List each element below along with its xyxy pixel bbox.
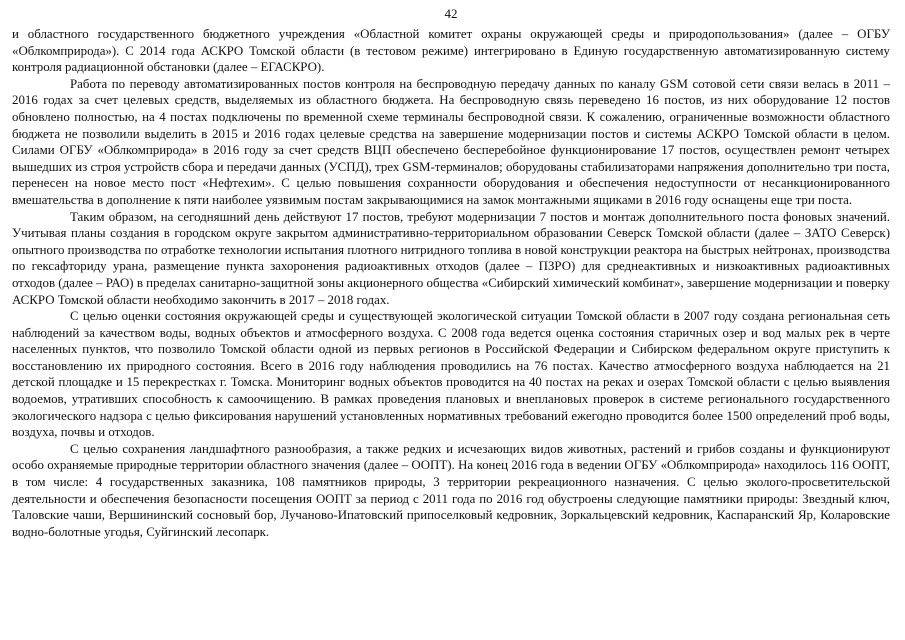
paragraph-protected-areas: С целью сохранения ландшафтного разнообразия, а также редких и исчезающих видов животных, растений и грибов созданы и функционируют особо охраняемые природные территории областного значения (далее – ООПТ). На конец 2016 года в ведении ОГБУ «Облкомприрода» находилось 116 ООПТ, в том числе: 4 государственных заказника, 108 памятников природы, 3 территории рекреационного назначения. С целью эколого-просветительской деятельности и обеспечения безопасности посещения ООПТ за период с 2011 года по 2016 год обустроены следующие памятники природы: Звездный ключ, Таловские чаши, Вершининский сосновый бор, Лучаново-Ипатовский припоселковый кедровник, Зоркальцевский кедровник, Каспаранский Яр, Коларовские водно-болотные угодья, Суйгинский лесопарк. bbox=[12, 441, 890, 539]
document-page bbox=[12, 0, 890, 640]
paragraph-askro-gsm-transfer: Работа по переводу автоматизированных постов контроля на беспроводную передачу данных по каналу GSM сотовой сети связи велась в 2011 – 2016 годах за счет целевых средств, выделяемых из областного бюджета. На беспроводную связь переведено 16 постов, из них оборудование 12 постов обновлено полностью, на 4 постах подключены по временной схеме терминалы беспроводной связи. К сожалению, ограниченные возможности областного бюджета не позволили выделить в 2015 и 2016 годах целевые средства на завершение модернизации постов и системы АСКРО Томской области в целом. Силами ОГБУ «Облкомприрода» в 2016 году за счет средств ВЦП обеспечено бесперебойное функционирование 17 постов, осуществлен ремонт четырех вышедших из строя устройств сбора и передачи данных (УСПД), трех GSM-терминалов; оборудованы стабилизаторами напряжения дополнительно три поста, перенесен на новое место пост «Нефтехим». С целью повышения сохранности оборудования и обеспечения недоступности от несанкционированного вмешательства в дополнение к пяти наиболее уязвимым постам закрывающимися на замок монтажными ящиками в 2016 году оснащены еще три поста. bbox=[12, 76, 890, 207]
paragraph-regional-monitoring-network: С целью оценки состояния окружающей среды и существующей экологической ситуации Томской области в 2007 году создана региональная сеть наблюдений за качеством воды, водных объектов и атмосферного воздуха. С 2008 года ведется оценка состояния старичных озер и вод малых рек в черте населенных пунктов, что позволило Томской области одной из первых регионов в Российской Федерации и Сибирском федеральном округе приступить к восстановлению их природного состояния. Всего в 2016 году наблюдения проводились на 76 постах. Качество атмосферного воздуха наблюдается на 21 детской площадке и 15 перекрестках г. Томска. Мониторинг водных объектов проводится на 40 постах на реках и озерах Томской области с целью выявления водоемов, утративших способность к самоочищению. В рамках проведения плановых и внеплановых проверок в системе регионального государственного экологического надзора с целью фиксирования нарушений установленных нормативных требований ежегодно проводится более 1500 определений проб воды, воздуха, почвы и отходов. bbox=[12, 309, 890, 440]
document-body bbox=[12, 26, 890, 540]
paragraph-continuation: и областного государственного бюджетного учреждения «Областной комитет охраны окружающей среды и природопользования» (далее – ОГБУ «Облкомприрода»). С 2014 года АСКРО Томской области (в тестовом режиме) интегрировано в Единую государственную автоматизированную систему контроля радиационной обстановки (далее – ЕГАСКРО). bbox=[12, 27, 890, 75]
page-number: 42 bbox=[444, 6, 458, 21]
paragraph-posts-modernization: Таким образом, на сегодняшний день действуют 17 постов, требуют модернизации 7 постов и монтаж дополнительного поста фоновых значений. Учитывая планы создания в городском округе закрытом административно-территориальном образовании Северск Томской области (далее – ЗАТО Северск) опытного производства по отработке технологии испытания плотного нитридного топлива в новой конструкции реактора на быстрых нейтронах, производства по гексафториду урана, размещение пункта захоронения радиоактивных отходов (далее – ПЗРО) для среднеактивных и низкоактивных радиоактивных отходов (далее – РАО) в пределах санитарно-защитной зоны акционерного общества «Сибирский химический комбинат», завершение модернизации и поверку АСКРО Томской области необходимо закончить в 2017 – 2018 годах. bbox=[12, 209, 890, 307]
